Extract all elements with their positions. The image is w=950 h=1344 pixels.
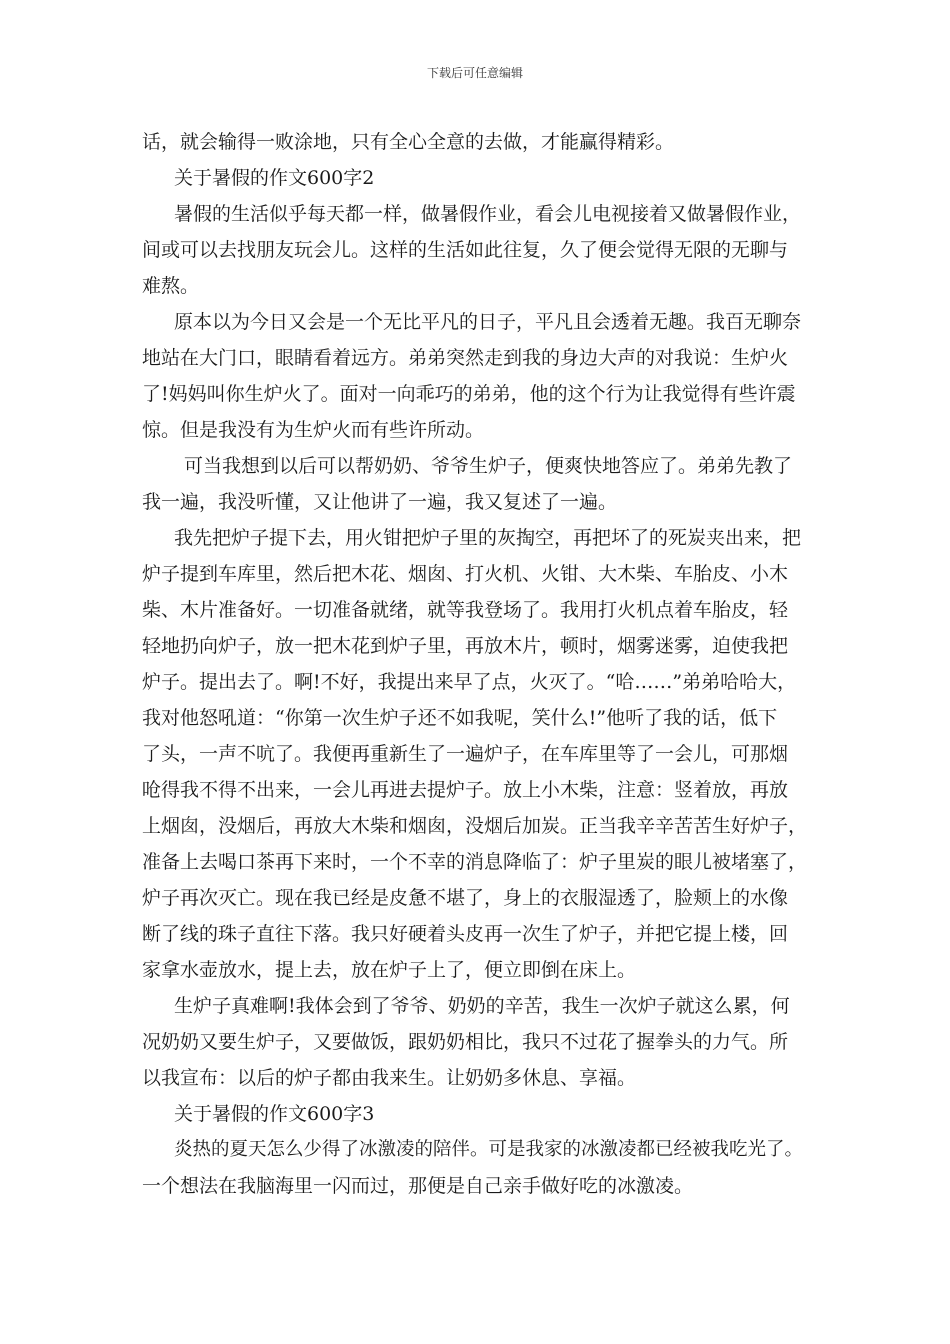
text-line: 呛得我不得不出来，一会儿再进去提炉子。放上小木柴，注意：竖着放，再放	[142, 779, 789, 801]
text-line: 炎热的夏天怎么少得了冰激凌的陪伴。可是我家的冰激凌都已经被我吃光了。	[174, 1139, 804, 1160]
document-body	[142, 124, 814, 1204]
page-header-note: 下载后可任意编辑	[426, 66, 523, 80]
text-line: 上烟囱，没烟后，再放大木柴和烟囱，没烟后加炭。正当我辛辛苦苦生好炉子，	[142, 815, 808, 837]
text-line: 间或可以去找朋友玩会儿。这样的生活如此往复，久了便会觉得无限的无聊与	[142, 239, 789, 261]
text-line: 可当我想到以后可以帮奶奶、爷爷生炉子，便爽快地答应了。弟弟先教了	[184, 455, 793, 477]
text-line: 地站在大门口，眼睛看着远方。弟弟突然走到我的身边大声的对我说：生炉火	[142, 347, 789, 369]
text-line: 原本以为今日又会是一个无比平凡的日子，平凡且会透着无趣。我百无聊奈	[174, 311, 802, 333]
text-line: 我对他怒吼道：“你第一次生炉子还不如我呢，笑什么!”他听了我的话，低下	[142, 707, 778, 729]
text-line: 生炉子真难啊!我体会到了爷爷、奶奶的辛苦，我生一次炉子就这么累，何	[174, 995, 790, 1017]
text-line: 况奶奶又要生炉子，又要做饭，跟奶奶相比，我只不过花了握拳头的力气。所	[142, 1031, 789, 1053]
text-line: 我先把炉子提下去，用火钳把炉子里的灰掏空，再把坏了的死炭夹出来，把	[174, 527, 802, 549]
text-line: 话，就会输得一败涂地，只有全心全意的去做，才能赢得精彩。	[142, 131, 675, 153]
text-line: 准备上去喝口茶再下来时，一个不幸的消息降临了：炉子里炭的眼儿被堵塞了，	[142, 851, 808, 873]
text-line: 炉子提到车库里，然后把木花、烟囱、打火机、火钳、大木柴、车胎皮、小木	[142, 563, 789, 585]
text-line: 家拿水壶放水，提上去，放在炉子上了，便立即倒在床上。	[142, 959, 637, 981]
text-line: 我一遍，我没听懂，又让他讲了一遍，我又复述了一遍。	[142, 491, 618, 513]
text-line: 关于暑假的作文600字2	[174, 167, 375, 189]
text-line: 以我宣布：以后的炉子都由我来生。让奶奶多休息、享福。	[142, 1067, 637, 1089]
text-line: 断了线的珠子直往下落。我只好硬着头皮再一次生了炉子，并把它提上楼，回	[142, 923, 789, 945]
text-line: 关于暑假的作文600字3	[174, 1103, 375, 1125]
text-line: 暑假的生活似乎每天都一样，做暑假作业，看会儿电视接着又做暑假作业，	[174, 203, 802, 225]
text-line: 难熬。	[142, 275, 200, 297]
text-line: 柴、木片准备好。一切准备就绪，就等我登场了。我用打火机点着车胎皮，轻	[142, 599, 789, 621]
text-line: 炉子。提出去了。啊!不好，我提出来早了点，火灭了。“哈……”弟弟哈哈大，	[142, 671, 797, 693]
text-line: 了头，一声不吭了。我便再重新生了一遍炉子，在车库里等了一会儿，可那烟	[142, 743, 789, 765]
text-line: 轻地扔向炉子，放一把木花到炉子里，再放木片，顿时，烟雾迷雾，迫使我把	[142, 635, 789, 657]
text-line: 惊。但是我没有为生炉火而有些许所动。	[142, 419, 485, 441]
text-line: 炉子再次灭亡。现在我已经是皮惫不堪了，身上的衣服湿透了，脸颊上的水像	[142, 887, 789, 909]
text-line: 了!妈妈叫你生炉火了。面对一向乖巧的弟弟，他的这个行为让我觉得有些许震	[142, 383, 796, 405]
text-line: 一个想法在我脑海里一闪而过，那便是自己亲手做好吃的冰激凌。	[142, 1175, 694, 1197]
